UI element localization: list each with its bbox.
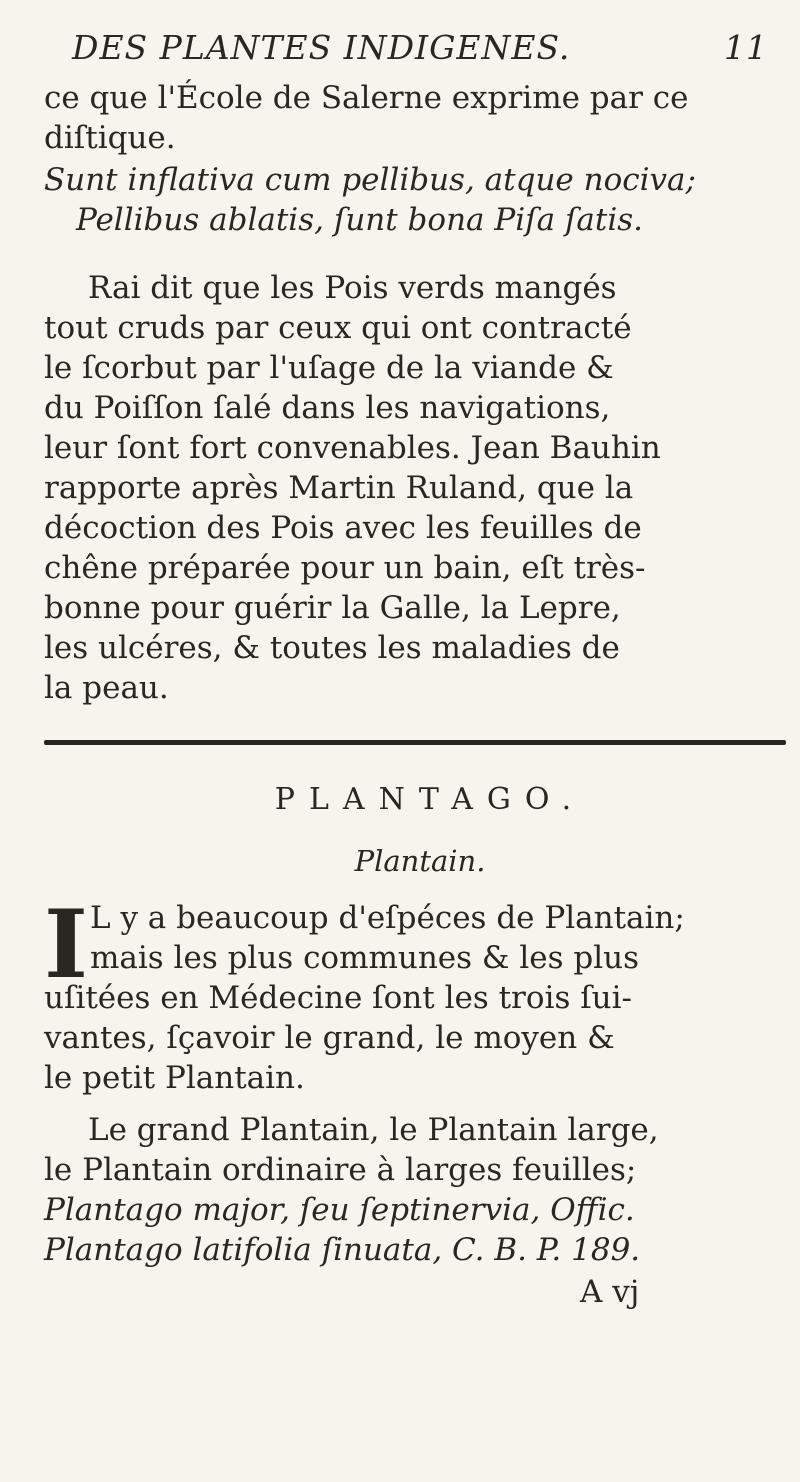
text-line: diſtique. <box>44 120 176 156</box>
text-line: les ulcéres, & toutes les maladies de <box>44 630 620 666</box>
text-line: leur ſont fort convenables. Jean Bauhin <box>44 430 661 466</box>
text-line: mais les plus communes & les plus <box>90 940 640 976</box>
page-number: 11 <box>724 28 768 67</box>
verse-line: Sunt inflativa cum pellibus, atque nociva; <box>44 162 696 198</box>
drop-cap: I <box>44 890 88 1000</box>
section-subtitle: Plantain. <box>354 844 486 878</box>
paragraph-2 <box>44 268 784 708</box>
text-line: vantes, ſçavoir le grand, le moyen & <box>44 1020 615 1056</box>
text-line: la peau. <box>44 670 169 706</box>
text-line: le petit Plantain. <box>44 1060 305 1096</box>
section-title: PLANTAGO. <box>274 782 586 817</box>
text-line: Plantago major, ſeu ſeptinervia, Offic. <box>44 1192 635 1228</box>
text-line: uſitées en Médecine ſont les trois ſui- <box>44 980 633 1016</box>
paragraph-3 <box>44 890 784 1098</box>
text-line: chêne préparée pour un bain, eſt très- <box>44 550 646 586</box>
text-line: bonne pour guérir la Galle, la Lepre, <box>44 590 621 626</box>
paragraph-1 <box>44 78 784 158</box>
text-line: le ſcorbut par l'uſage de la viande & <box>44 350 614 386</box>
text-line: ce que l'École de Salerne exprime par ce <box>44 80 689 116</box>
text-line: L y a beaucoup d'eſpéces de Plantain; <box>90 900 685 936</box>
text-line: Le grand Plantain, le Plantain large, <box>88 1112 659 1148</box>
text-line: Rai dit que les Pois verds mangés <box>88 270 617 306</box>
text-line: rapporte après Martin Ruland, que la <box>44 470 634 506</box>
latin-verse <box>44 160 784 240</box>
running-title: DES PLANTES INDIGENES. <box>72 28 571 67</box>
text-line: décoction des Pois avec les feuilles de <box>44 510 642 546</box>
signature-mark: A vj <box>580 1274 640 1310</box>
section-divider <box>44 740 786 745</box>
text-line: tout cruds par ceux qui ont contracté <box>44 310 632 346</box>
signature-mark-block <box>580 1272 700 1312</box>
text-line: le Plantain ordinaire à larges feuilles; <box>44 1152 637 1188</box>
text-line: Plantago latifolia ſinuata, C. B. P. 189. <box>44 1232 641 1268</box>
paragraph-4 <box>44 1110 784 1270</box>
text-line: du Poiſſon ſalé dans les navigations, <box>44 390 611 426</box>
verse-line: Pellibus ablatis, ſunt bona Piſa ſatis. <box>76 202 644 238</box>
